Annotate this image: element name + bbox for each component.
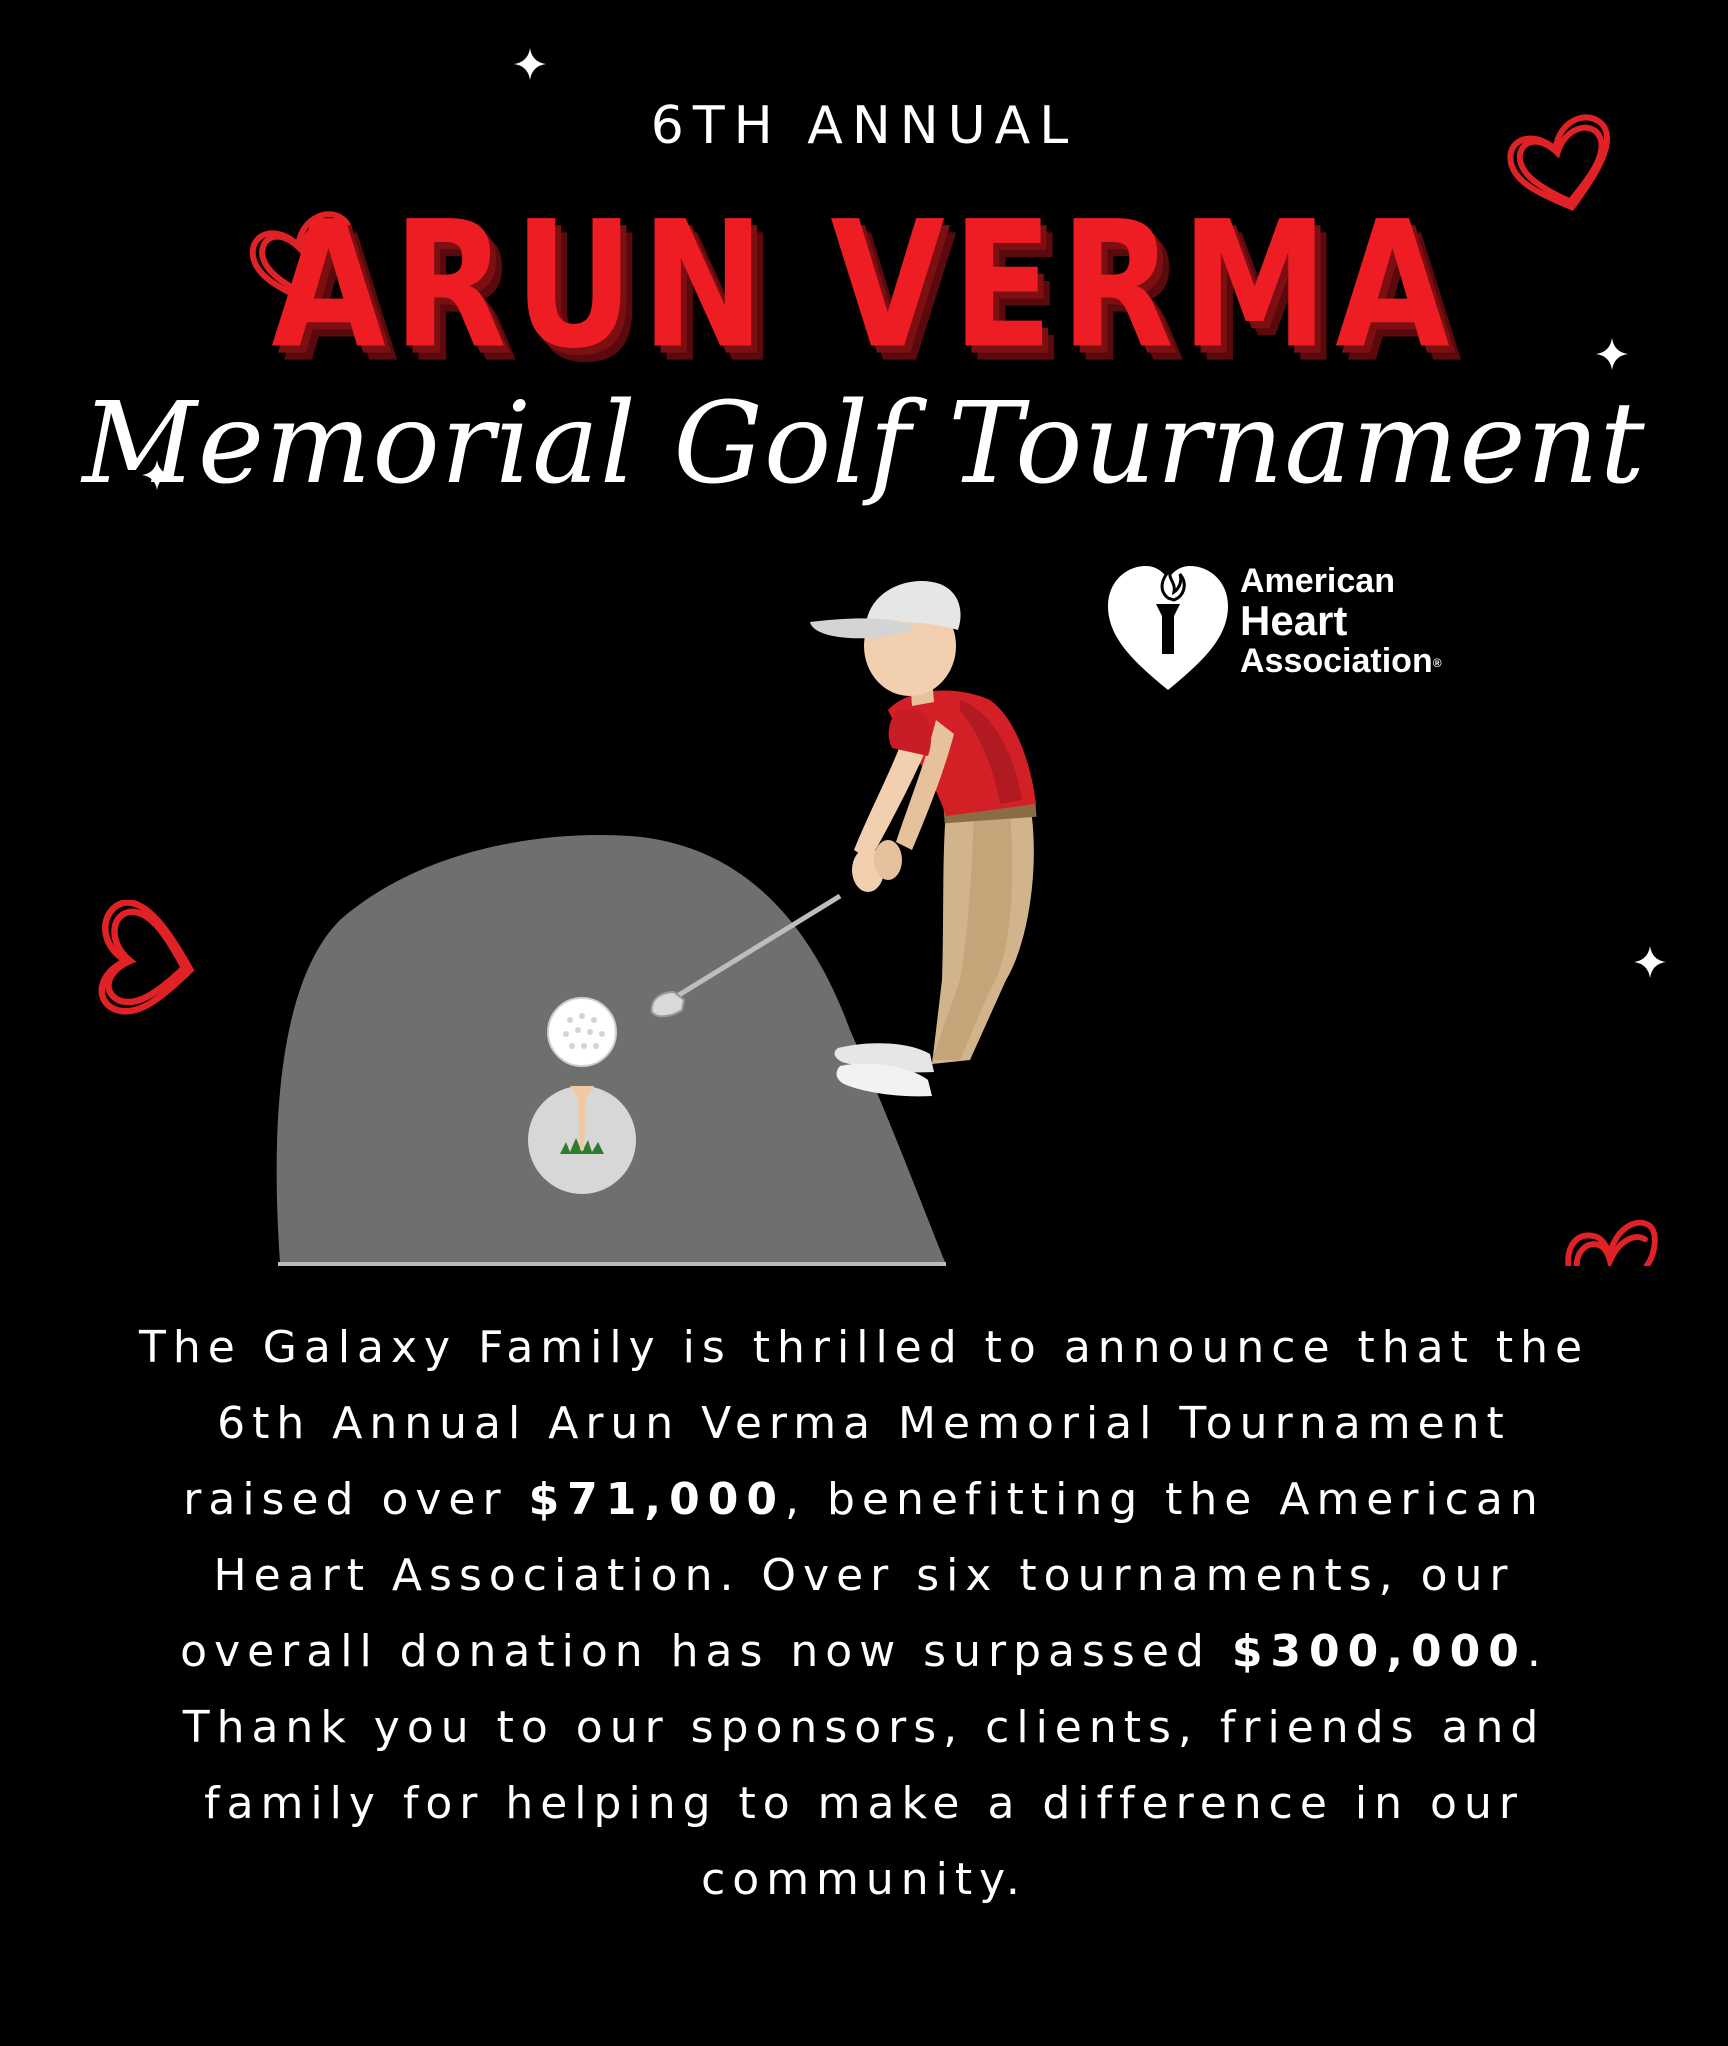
logo-line-association: Association® [1240, 642, 1442, 680]
announcement-paragraph [120, 1310, 1608, 1918]
logo-line-heart: Heart [1240, 597, 1348, 644]
announcement-part-2: , benefitting the American Heart Association. Over six tournaments, our overall donation has now surpassed [180, 1474, 1545, 1677]
aha-logo-wordmark [1240, 564, 1442, 678]
golfer-illustration [270, 560, 1070, 1280]
sparkle-icon [512, 46, 548, 82]
total-donation-amount: $300,000 [1231, 1626, 1527, 1677]
heart-doodle-icon [1560, 1196, 1660, 1266]
announcement-part-1: The Galaxy Family is thrilled to announce that the 6th Annual Arun Verma Memorial Tournament raised over [138, 1322, 1590, 1525]
edition-subtitle: 6TH ANNUAL [650, 96, 1078, 156]
registered-mark: ® [1432, 656, 1442, 671]
sparkle-icon [1632, 944, 1668, 980]
heart-doodle-icon [82, 900, 212, 1020]
raised-amount: $71,000 [528, 1474, 785, 1525]
logo-line-american: American [1240, 562, 1395, 600]
honoree-name-heading: ARUN VERMA [271, 183, 1457, 387]
tournament-script-title: Memorial Golf Tournament [82, 379, 1646, 509]
announcement-part-3: . Thank you to our sponsors, clients, friends and family for helping to make a difference in our community. [182, 1626, 1548, 1905]
aha-heart-torch-logo [1104, 544, 1232, 694]
